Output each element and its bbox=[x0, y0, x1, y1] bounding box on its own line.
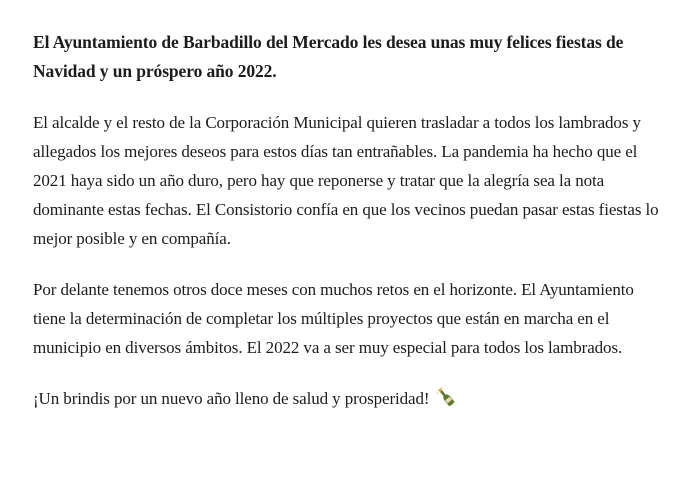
champagne-bottle-icon bbox=[435, 386, 457, 408]
closing-line bbox=[33, 384, 663, 413]
headline: El Ayuntamiento de Barbadillo del Mercado les desea unas muy felices fiestas de Navidad y un próspero año 2022. bbox=[33, 32, 624, 81]
paragraph-2: Por delante tenemos otros doce meses con muchos retos en el horizonte. El Ayuntamiento tiene la determinación de completar los múltiples proyectos que están en marcha en el municipio en diversos ámbitos. El 2022 va a ser muy especial para todos los lambrados. bbox=[33, 280, 634, 357]
document-body bbox=[33, 28, 663, 413]
closing-text: ¡Un brindis por un nuevo año lleno de salud y prosperidad! bbox=[33, 389, 430, 408]
paragraph-1: El alcalde y el resto de la Corporación Municipal quieren trasladar a todos los lambrados y allegados los mejores deseos para estos días tan entrañables. La pandemia ha hecho que el 2021 haya sido un año duro, pero hay que reponerse y tratar que la alegría sea la nota dominante estas fechas. El Consistorio confía en que los vecinos puedan pasar estas fiestas lo mejor posible y en compañía. bbox=[33, 113, 659, 248]
